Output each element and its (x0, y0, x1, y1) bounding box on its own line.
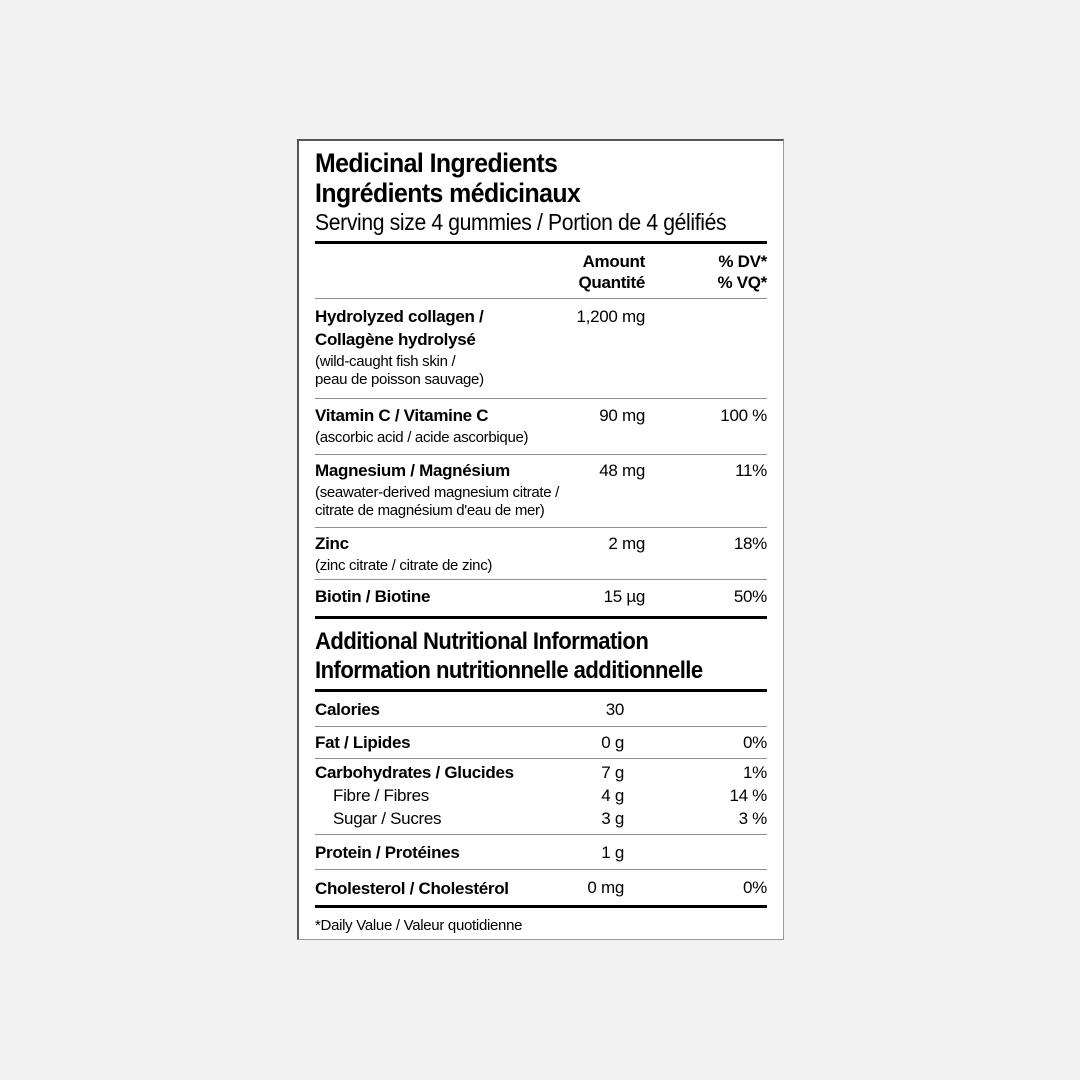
supplement-facts-label (297, 139, 784, 940)
ingredient-name: Vitamin C / Vitamine C (315, 406, 489, 425)
additional-title-english: Additional Nutritional Information (315, 628, 649, 655)
ingredient-dv: 100 % (720, 406, 767, 425)
ingredient-name: Magnesium / Magnésium (315, 461, 510, 480)
nutrient-dv: 1% (743, 763, 767, 782)
nutrient-amount: 30 (605, 700, 624, 719)
dv-header-en: % DV* (718, 252, 767, 271)
ingredient-dv: 11% (735, 461, 767, 480)
nutrient-name: Fat / Lipides (315, 733, 411, 752)
ingredient-name: Zinc (315, 534, 349, 553)
nutrient-dv: 0% (743, 878, 767, 897)
ingredient-name: Hydrolyzed collagen / (315, 307, 484, 326)
amount-header-en: Amount (582, 252, 645, 271)
ingredient-source: (seawater-derived magnesium citrate / (315, 484, 560, 501)
ingredient-name: Biotin / Biotine (315, 587, 431, 606)
nutrient-sub-name: Fibre / Fibres (333, 786, 429, 805)
serving-size: Serving size 4 gummies / Portion de 4 gélifiés (315, 209, 727, 235)
header-rule (315, 241, 767, 244)
ingredient-dv: 18% (733, 534, 767, 553)
ingredient-source: citrate de magnésium d'eau de mer) (315, 502, 545, 519)
ingredient-dv: 50% (733, 587, 767, 606)
row-divider (315, 758, 767, 759)
ingredient-source: peau de poisson sauvage) (315, 371, 484, 388)
row-divider (315, 869, 767, 870)
ingredient-amount: 2 mg (608, 534, 645, 553)
nutrient-amount: 7 g (601, 763, 624, 782)
dv-header-fr: % VQ* (717, 273, 767, 292)
nutrient-sub-dv: 14 % (729, 786, 767, 805)
ingredient-amount: 1,200 mg (576, 307, 645, 326)
nutrient-sub-dv: 3 % (738, 809, 767, 828)
ingredient-amount: 90 mg (599, 406, 645, 425)
nutrient-name: Carbohydrates / Glucides (315, 763, 514, 782)
footnote: *Daily Value / Valeur quotidienne (315, 917, 523, 934)
title-french: Ingrédients médicinaux (315, 178, 581, 208)
title-english: Medicinal Ingredients (315, 148, 558, 178)
ingredient-amount: 48 mg (599, 461, 645, 480)
nutrient-sub-name: Sugar / Sucres (333, 809, 442, 828)
nutrient-name: Protein / Protéines (315, 843, 460, 862)
ingredient-source: (wild-caught fish skin / (315, 353, 456, 370)
footer-rule (315, 905, 767, 908)
row-divider (315, 726, 767, 727)
nutrient-dv: 0% (743, 733, 767, 752)
section-rule (315, 616, 767, 619)
nutrient-amount: 0 g (601, 733, 624, 752)
row-divider (315, 579, 767, 580)
nutrient-name: Cholesterol / Cholestérol (315, 879, 509, 898)
row-divider (315, 834, 767, 835)
row-divider (315, 527, 767, 528)
row-divider (315, 298, 767, 299)
amount-header-fr: Quantité (578, 273, 645, 292)
nutrient-amount: 0 mg (587, 878, 624, 897)
ingredient-source: (ascorbic acid / acide ascorbique) (315, 429, 529, 446)
row-divider (315, 398, 767, 399)
nutrient-name: Calories (315, 700, 380, 719)
ingredient-name: Collagène hydrolysé (315, 330, 476, 349)
additional-title-french: Information nutritionnelle additionnelle (315, 657, 703, 684)
header-rule (315, 689, 767, 692)
nutrient-amount: 1 g (601, 843, 624, 862)
nutrient-sub-amount: 3 g (601, 809, 624, 828)
ingredient-amount: 15 µg (603, 587, 645, 606)
row-divider (315, 454, 767, 455)
ingredient-source: (zinc citrate / citrate de zinc) (315, 557, 493, 574)
nutrient-sub-amount: 4 g (601, 786, 624, 805)
